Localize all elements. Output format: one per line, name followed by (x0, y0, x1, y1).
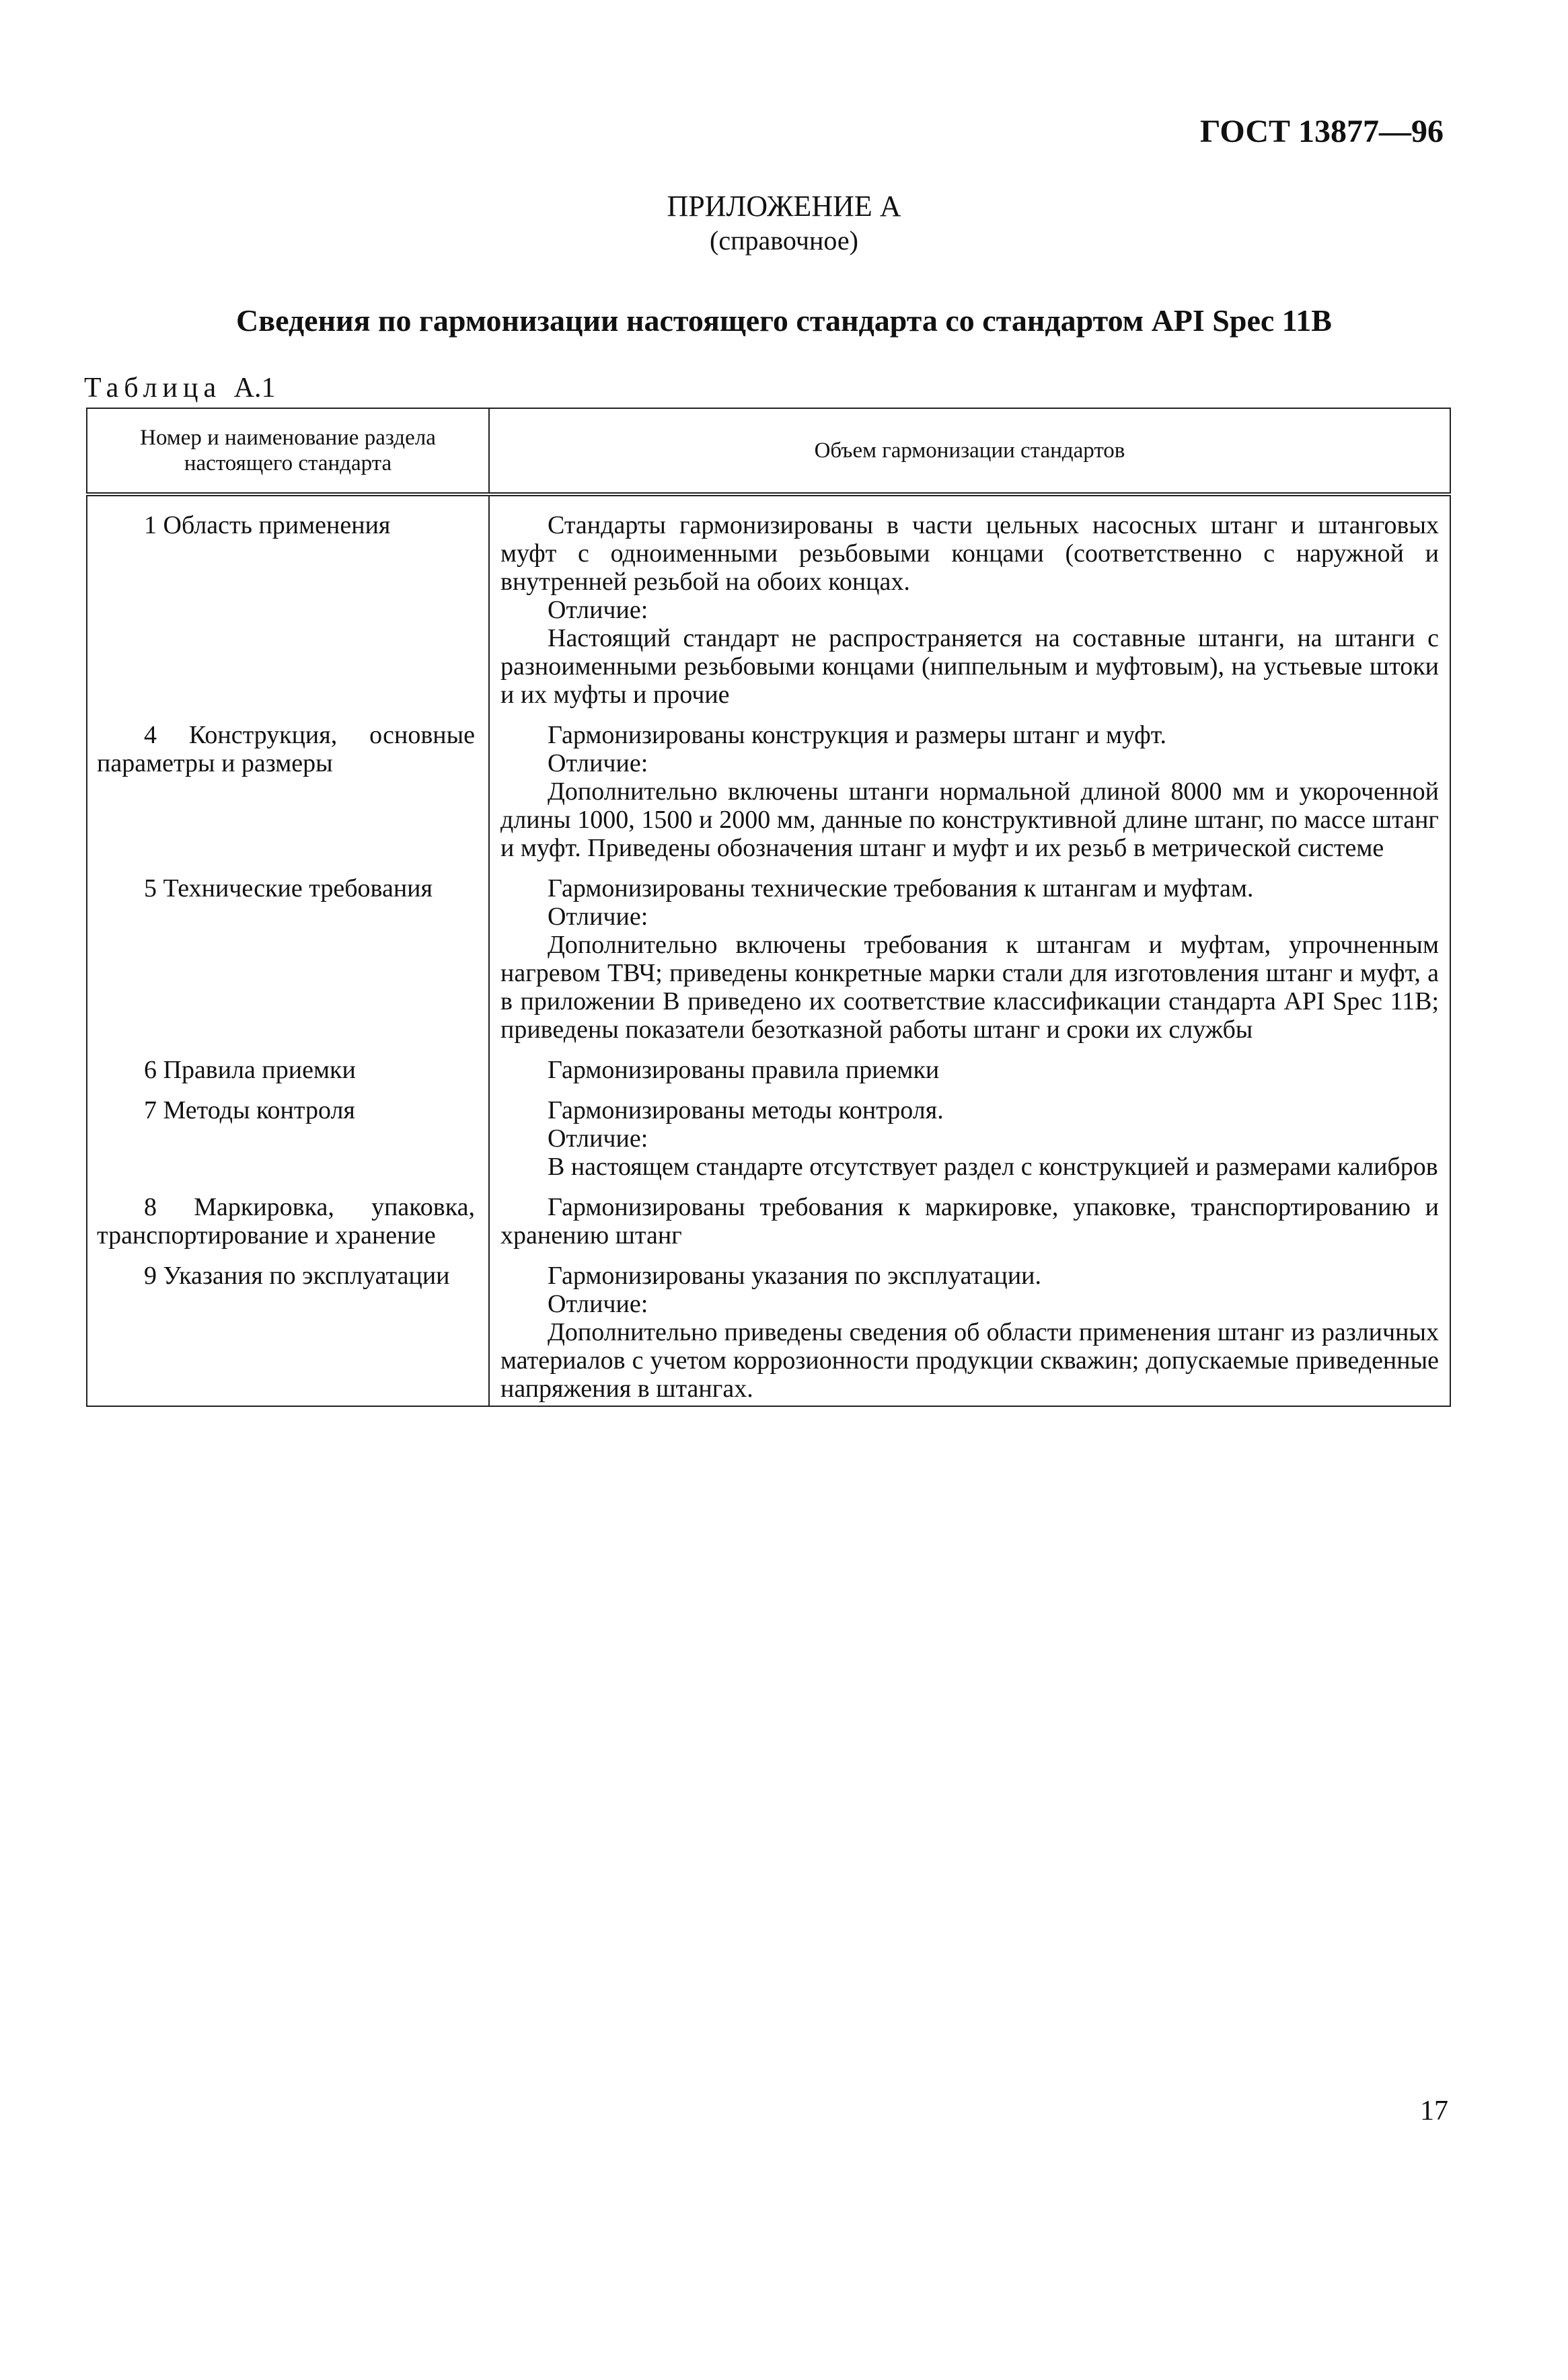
column-header-section: Номер и наименование раздела настоящего стандарта (87, 408, 489, 494)
document-code: ГОСТ 13877—96 (1200, 114, 1444, 149)
scope-paragraph: Отличие: (548, 903, 648, 931)
table-caption-number: А.1 (233, 373, 276, 404)
scope-paragraph: Настоящий стандарт не распространяется на составные штанги, на штанги с разноименными резьбовыми концами (ниппельным и муфтовым), на устьевые штоки и их муфты и прочие (500, 624, 1439, 709)
section-cell (87, 1096, 489, 1193)
section-cell (87, 494, 489, 721)
section-name: 6 Правила приемки (144, 1056, 356, 1084)
section-cell (87, 721, 489, 874)
page-number: 17 (1420, 2096, 1448, 2126)
scope-paragraph: Дополнительно включены штанги нормальной длиной 8000 мм и укороченной длины 1000, 1500 и 2000 мм, данные по конструктивной длине штанг, по массе штанг и муфт. Приведены обозначения штанг и муфт и их резьб в метрической системе (500, 777, 1439, 862)
scope-paragraph: Отличие: (548, 596, 648, 624)
section-cell (87, 874, 489, 1056)
section-cell (87, 1056, 489, 1096)
scope-cell (489, 494, 1450, 721)
table-caption-label: Таблица (84, 373, 222, 404)
scope-paragraph: Гармонизированы указания по эксплуатации. (548, 1262, 1041, 1290)
table-header-row (87, 408, 1450, 494)
section-name: 1 Область применения (144, 511, 391, 539)
scope-cell (489, 721, 1450, 874)
table-row (87, 494, 1450, 721)
table-caption (84, 372, 275, 404)
harmonization-table (86, 408, 1451, 1407)
scope-paragraph: В настоящем стандарте отсутствует раздел с конструкцией и размерами калибров (548, 1153, 1438, 1181)
table-row (87, 1056, 1450, 1096)
scope-paragraph: Гармонизированы методы контроля. (548, 1096, 944, 1124)
appendix-subtitle: (справочное) (710, 225, 858, 256)
table-row (87, 1262, 1450, 1406)
section-heading: Сведения по гармонизации настоящего стандарта со стандартом API Spec 11B (236, 303, 1332, 338)
scope-paragraph: Дополнительно включены требования к штангам и муфтам, упрочненным нагревом ТВЧ; приведены конкретные марки стали для изготовления штанг и муфт, а в приложении В приведено их соответствие классификации стандарта API Spec 11B; приведены показатели безотказной работы штанг и сроки их службы (500, 931, 1439, 1044)
section-cell (87, 1262, 489, 1406)
scope-paragraph: Стандарты гармонизированы в части цельных насосных штанг и штанговых муфт с одноименными резьбовыми концами (соответственно с наружной и внутренней резьбой на обоих концах. (500, 511, 1439, 596)
scope-paragraph: Гармонизированы требования к маркировке, упаковке, транспортированию и хранению штанг (500, 1193, 1439, 1250)
scope-paragraph: Гармонизированы технические требования к штангам и муфтам. (548, 874, 1254, 903)
scope-cell (489, 1262, 1450, 1406)
section-name: 5 Технические требования (144, 874, 433, 903)
table-row (87, 874, 1450, 1056)
scope-paragraph: Гармонизированы правила приемки (548, 1056, 940, 1084)
section-name: 9 Указания по эксплуатации (144, 1262, 450, 1290)
section-name: 4 Конструкция, основные параметры и размеры (97, 721, 475, 777)
section-name: 7 Методы контроля (144, 1096, 355, 1124)
scope-cell (489, 1096, 1450, 1193)
column-header-scope: Объем гармонизации стандартов (489, 408, 1450, 494)
scope-paragraph: Отличие: (548, 1124, 648, 1153)
scope-paragraph: Дополнительно приведены сведения об области применения штанг из различных материалов с учетом коррозионности продукции скважин; допускаемые приведенные напряжения в штангах. (500, 1318, 1439, 1403)
table-row (87, 1193, 1450, 1262)
scope-paragraph: Отличие: (548, 749, 648, 777)
scope-cell (489, 1056, 1450, 1096)
section-cell (87, 1193, 489, 1262)
table-row (87, 1096, 1450, 1193)
table-row (87, 721, 1450, 874)
scope-cell (489, 1193, 1450, 1262)
section-name: 8 Маркировка, упаковка, транспортирование и хранение (97, 1193, 475, 1250)
scope-cell (489, 874, 1450, 1056)
appendix-title: ПРИЛОЖЕНИЕ А (667, 190, 901, 223)
scope-paragraph: Отличие: (548, 1290, 648, 1318)
scope-paragraph: Гармонизированы конструкция и размеры штанг и муфт. (548, 721, 1167, 749)
